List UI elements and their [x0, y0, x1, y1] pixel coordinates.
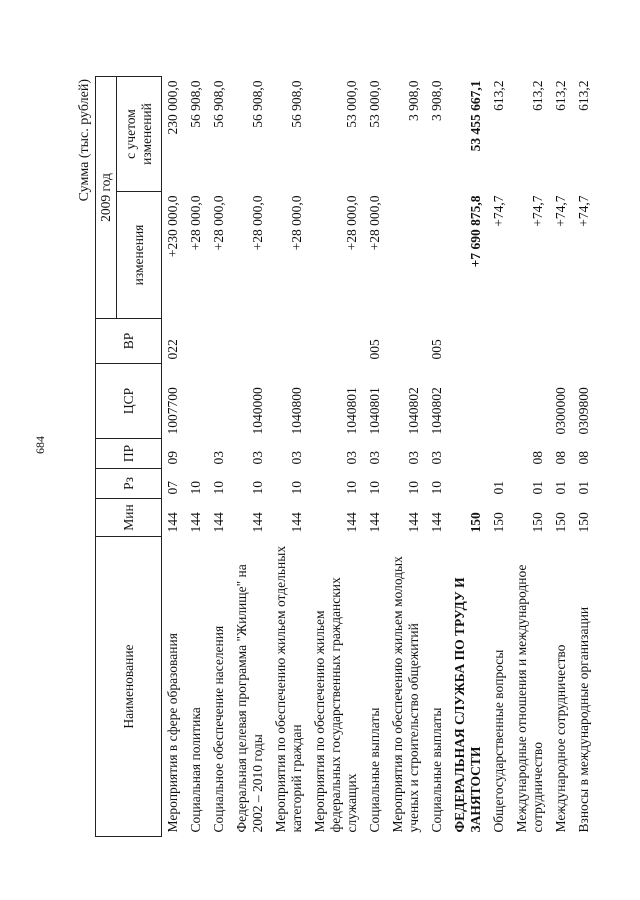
cell-pr: 08: [530, 451, 545, 465]
cell-csr: 1040802: [429, 387, 444, 435]
cell-vr: [270, 319, 309, 364]
header-name: Наименование: [96, 537, 162, 837]
units-label: Сумма (тыс. рублей): [77, 79, 92, 202]
table-row: [309, 77, 364, 837]
cell-change: +28 000,0: [250, 195, 265, 251]
cell-min: 150: [468, 512, 483, 533]
cell-name: Социальное обеспечение населения: [211, 625, 226, 833]
cell-name: Общегосударственные вопросы: [491, 649, 506, 833]
cell-min: 144: [429, 512, 444, 533]
cell-min: 144: [165, 512, 180, 533]
cell-change: +74,7: [576, 195, 591, 227]
cell-total: 230 000,0: [165, 80, 180, 135]
table-row: [185, 77, 208, 837]
header-year: 2009 год: [96, 77, 117, 319]
cell-csr: 1040801: [344, 387, 359, 435]
cell-pr: 03: [406, 451, 421, 465]
cell-pr: 03: [211, 451, 226, 465]
cell-pr: [449, 439, 488, 469]
header-changes: изменения: [117, 192, 162, 319]
cell-csr: [208, 364, 231, 439]
cell-min: 150: [576, 512, 591, 533]
cell-csr: [185, 364, 208, 439]
cell-total: 53 455 667,1: [468, 80, 483, 152]
cell-csr: [449, 364, 488, 439]
cell-rz: 10: [406, 481, 421, 495]
header-csr: ЦСР: [96, 364, 162, 439]
cell-total: 53 000,0: [344, 80, 359, 128]
cell-vr: [550, 319, 573, 364]
cell-pr: 03: [289, 451, 304, 465]
cell-pr: 03: [344, 451, 359, 465]
cell-rz: 10: [211, 481, 226, 495]
cell-vr: [309, 319, 364, 364]
cell-vr: [231, 319, 270, 364]
cell-change: +28 000,0: [367, 195, 382, 251]
cell-min: 144: [344, 512, 359, 533]
cell-vr: 005: [367, 339, 382, 360]
table-row: [426, 77, 449, 837]
cell-name: Международные отношения и международное сотрудничество: [514, 564, 545, 833]
cell-change: [426, 192, 449, 319]
cell-csr: [488, 364, 511, 439]
cell-vr: [573, 319, 596, 364]
cell-rz: 07: [165, 481, 180, 495]
cell-pr: 08: [576, 451, 591, 465]
header-min: Мин: [96, 499, 162, 537]
cell-rz: 10: [250, 481, 265, 495]
cell-name: Социальная политика: [188, 707, 203, 833]
cell-rz: 10: [289, 481, 304, 495]
cell-vr: [185, 319, 208, 364]
cell-change: +28 000,0: [289, 195, 304, 251]
cell-min: 144: [406, 512, 421, 533]
cell-min: 144: [250, 512, 265, 533]
cell-vr: [449, 319, 488, 364]
table-body: [162, 77, 597, 837]
table-row: [573, 77, 596, 837]
cell-total: 53 000,0: [367, 80, 382, 128]
header-rz: Рз: [96, 469, 162, 499]
cell-csr: 1007700: [165, 387, 180, 435]
cell-total: 613,2: [553, 80, 568, 111]
cell-change: +74,7: [491, 195, 506, 227]
cell-rz: [449, 469, 488, 499]
cell-min: 150: [553, 512, 568, 533]
header-vr: ВР: [96, 319, 162, 364]
cell-min: 144: [188, 512, 203, 533]
table-row: [387, 77, 426, 837]
page-number: 684: [33, 436, 47, 454]
cell-change: +28 000,0: [211, 195, 226, 251]
header-pr: ПР: [96, 439, 162, 469]
table-row: [231, 77, 270, 837]
cell-min: 150: [491, 512, 506, 533]
rotated-table-container: [77, 77, 595, 837]
cell-pr: 03: [250, 451, 265, 465]
cell-name: Мероприятия в сфере образования: [165, 633, 180, 833]
cell-rz: 10: [188, 481, 203, 495]
cell-pr: 03: [429, 451, 444, 465]
cell-name: Социальные выплаты: [429, 707, 444, 833]
table-row: [550, 77, 573, 837]
cell-total: 613,2: [491, 80, 506, 111]
cell-pr: 08: [553, 451, 568, 465]
table-row: [488, 77, 511, 837]
cell-vr: [511, 319, 550, 364]
cell-name: Федеральная целевая программа "Жилище" на 2002 – 2010 годы: [234, 564, 265, 833]
cell-name: Международное сотрудничество: [553, 644, 568, 833]
cell-csr: 0309800: [576, 387, 591, 435]
cell-min: 150: [530, 512, 545, 533]
cell-csr: 0300000: [553, 387, 568, 435]
cell-total: 3 908,0: [406, 80, 421, 121]
cell-pr: 09: [165, 451, 180, 465]
cell-min: 144: [211, 512, 226, 533]
cell-rz: 01: [491, 481, 506, 495]
cell-min: 144: [367, 512, 382, 533]
cell-csr: 1040800: [289, 387, 304, 435]
cell-pr: 03: [367, 451, 382, 465]
cell-csr: [511, 364, 550, 439]
cell-total: 56 908,0: [289, 80, 304, 128]
table-row: [364, 77, 387, 837]
cell-name: Социальные выплаты: [367, 707, 382, 833]
cell-change: +28 000,0: [188, 195, 203, 251]
cell-rz: 01: [553, 481, 568, 495]
cell-change: +74,7: [530, 195, 545, 227]
cell-rz: 01: [530, 481, 545, 495]
table-header: [96, 77, 162, 837]
cell-total: 613,2: [576, 80, 591, 111]
table-row: [511, 77, 550, 837]
table-row: [270, 77, 309, 837]
cell-vr: [208, 319, 231, 364]
cell-vr: 022: [165, 339, 180, 360]
cell-rz: 10: [344, 481, 359, 495]
cell-name: ФЕДЕРАЛЬНАЯ СЛУЖБА ПО ТРУДУ И ЗАНЯТОСТИ: [452, 577, 483, 833]
cell-rz: 10: [367, 481, 382, 495]
cell-total: 56 908,0: [188, 80, 203, 128]
cell-min: 144: [289, 512, 304, 533]
cell-name: Мероприятия по обеспечению жильем молодых ученых и строительство общежитий: [390, 556, 421, 833]
cell-total: 3 908,0: [429, 80, 444, 121]
cell-rz: 10: [429, 481, 444, 495]
cell-change: +28 000,0: [344, 195, 359, 251]
table-row: [449, 77, 488, 837]
cell-change: +230 000,0: [165, 195, 180, 258]
cell-total: 56 908,0: [250, 80, 265, 128]
cell-name: Взносы в международные организации: [576, 606, 591, 833]
cell-total: 56 908,0: [211, 80, 226, 128]
cell-vr: [488, 319, 511, 364]
table-row: [208, 77, 231, 837]
cell-total: 613,2: [530, 80, 545, 111]
budget-table: [95, 76, 596, 837]
cell-change: +74,7: [553, 195, 568, 227]
cell-vr: 005: [429, 339, 444, 360]
cell-pr: [488, 439, 511, 469]
cell-rz: 01: [576, 481, 591, 495]
cell-change: [387, 192, 426, 319]
cell-csr: 1040802: [406, 387, 421, 435]
header-with-changes: с учетом изменений: [117, 77, 162, 192]
cell-change: +7 690 875,8: [468, 195, 483, 268]
cell-pr: [185, 439, 208, 469]
cell-name: Мероприятия по обеспечению жильем федеральных государственных гражданских служащих: [312, 577, 359, 833]
cell-vr: [387, 319, 426, 364]
cell-name: Мероприятия по обеспечению жильем отдельных категорий граждан: [273, 545, 304, 833]
table-row: [162, 77, 186, 837]
cell-csr: 1040000: [250, 387, 265, 435]
cell-csr: 1040801: [367, 387, 382, 435]
